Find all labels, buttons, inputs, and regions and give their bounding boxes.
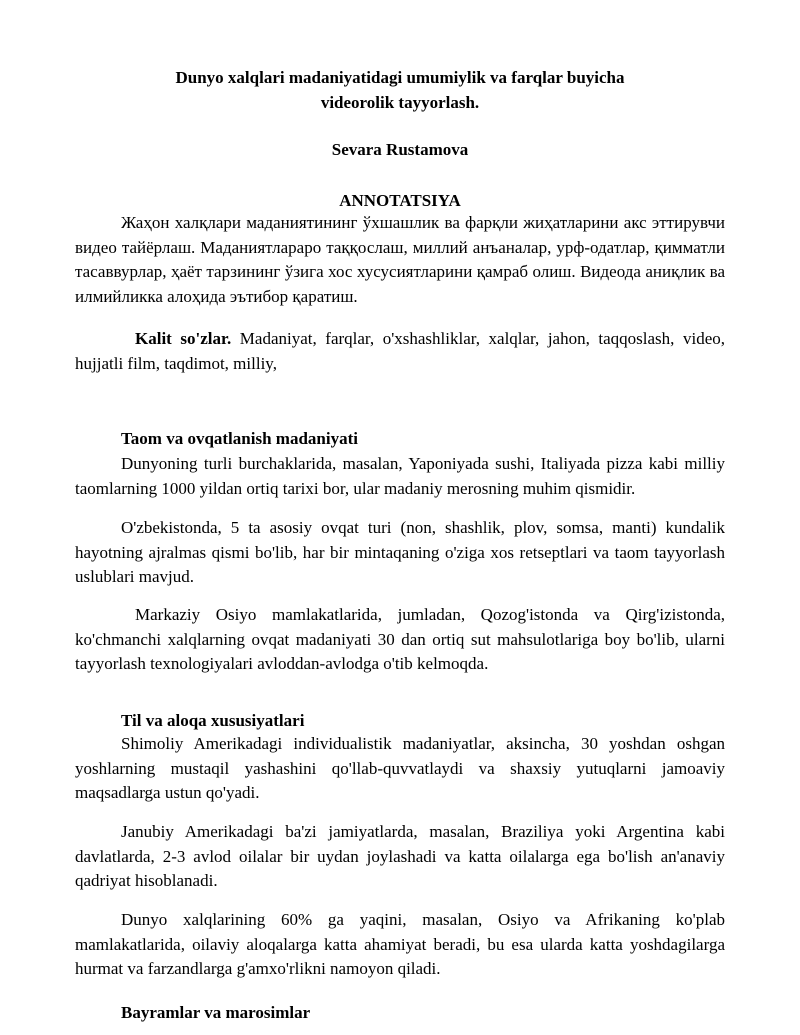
section-food-paragraph-2: O'zbekistonda, 5 ta asosiy ovqat turi (non, shashlik, plov, somsa, manti) kundalik hayotning ajralmas qismi bo'lib, har bir mintaqaning o'ziga xos retseptlari va taom tayyorlash uslublari mavjud.	[75, 518, 725, 586]
author-name: Sevara Rustamova	[331, 140, 469, 159]
section-heading-language: Til va aloqa xususiyatlari	[121, 711, 305, 730]
annotation-heading: ANNOTATSIYA	[339, 191, 461, 210]
document-title	[75, 66, 725, 115]
section-food-paragraph-3: Markaziy Osiyo mamlakatlarida, jumladan, Qozog'istonda va Qirg'izistonda, ko'chmanchi xalqlarning ovqat madaniyati 30 dan ortiq sut mahsulotlariga boy bo'lib, ularni tayyorlash texnologiyalari avloddan-avlodga o'tib kelmoqda.	[75, 605, 725, 673]
keywords-label: Kalit so'zlar.	[135, 329, 232, 348]
title-line-2: videorolik tayyorlash.	[320, 92, 480, 112]
keywords-text: Madaniyat, farqlar, o'xshashliklar, xalqlar, jahon, taqqoslash, video, hujjatli film, taqdimot, milliy,	[75, 329, 725, 373]
section-language-paragraph-2: Janubiy Amerikadagi ba'zi jamiyatlarda, masalan, Braziliya yoki Argentina kabi davlatlarda, 2-3 avlod oilalar bir uydan joylashadi va katta oilalarga ega bo'lish an'anaviy qadriyat hisoblanadi.	[75, 822, 725, 890]
annotation-text: Жаҳон халқлари маданиятининг ўхшашлик ва фарқли жиҳатларини акс эттирувчи видео тайёрлаш. Маданиятлараро таққослаш, миллий анъаналар, урф-одатлар, қимматли тасаввурлар, ҳаёт тарзининг ўзига хос хусусиятларини қамраб олиш. Видеода аниқлик ва илмийликка алоҳида эътибор қаратиш.	[75, 213, 725, 306]
section-language-paragraph-1: Shimoliy Amerikadagi individualistik madaniyatlar, aksincha, 30 yoshdan oshgan yoshlarning mustaqil yashashini qo'llab-quvvatlaydi va shaxsiy yutuqlarni jamoaviy maqsadlarga ustun qo'yadi.	[75, 734, 725, 802]
section-food-paragraph-1: Dunyoning turli burchaklarida, masalan, Yaponiyada sushi, Italiyada pizza kabi milliy taomlarning 1000 yildan ortiq tarixi bor, ular madaniy merosning muhim qismidir.	[75, 454, 725, 498]
section-heading-food: Taom va ovqatlanish madaniyati	[121, 429, 358, 448]
title-line-1: Dunyo xalqlari madaniyatidagi umumiylik va farqlar buyicha	[175, 68, 625, 87]
keywords-paragraph	[75, 327, 725, 376]
section-language-paragraph-3: Dunyo xalqlarining 60% ga yaqini, masalan, Osiyo va Afrikaning ko'plab mamlakatlarida, oilaviy aloqalarga katta ahamiyat beradi, bu esa ularda katta yoshdagilarga hurmat va farzandlarga g'amxo'rlikni namoyon qiladi.	[75, 910, 725, 978]
section-heading-holidays: Bayramlar va marosimlar	[121, 1003, 311, 1022]
